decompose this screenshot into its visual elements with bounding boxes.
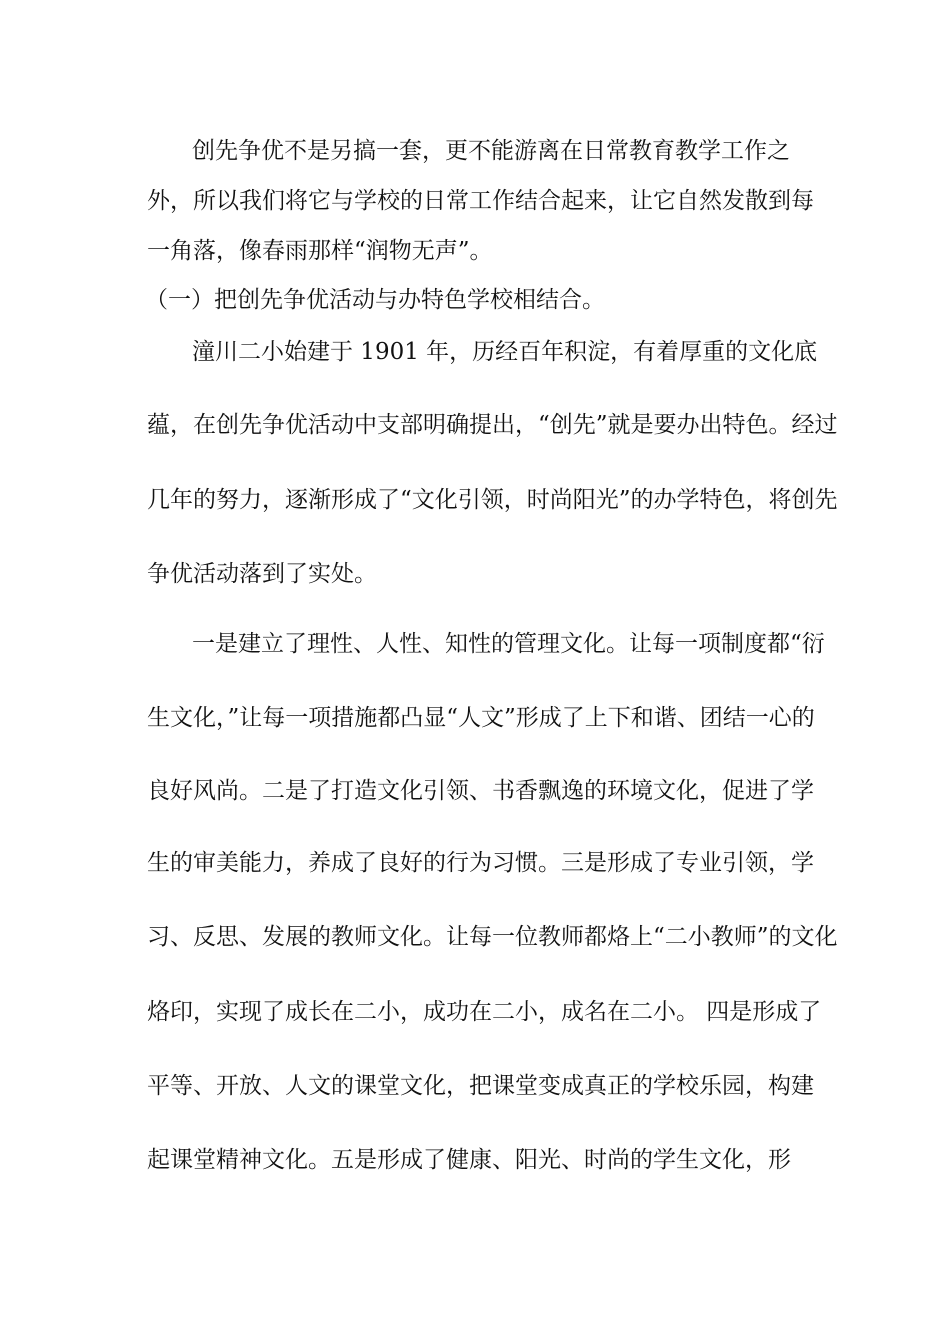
paragraph-line: 烙印，实现了成长在二小，成功在二小，成名在二小。 四是形成了 [147, 999, 822, 1025]
section-heading: （一）把创先争优活动与办特色学校相结合。 [145, 287, 605, 313]
paragraph-line: 一是建立了理性、人性、知性的管理文化。让每一项制度都“衍 [192, 631, 825, 657]
paragraph-line: 几年的努力，逐渐形成了“文化引领，时尚阳光”的办学特色，将创先 [147, 487, 838, 513]
paragraph-line: 生的审美能力，养成了良好的行为习惯。三是形成了专业引领，学 [147, 850, 814, 876]
paragraph-line: 起课堂精神文化。五是形成了健康、阳光、时尚的学生文化，形 [147, 1147, 791, 1173]
paragraph-line: 生文化，”让每一项措施都凸显“人文”形成了上下和谐、团结一心的 [147, 705, 815, 731]
paragraph-line: 蕴，在创先争优活动中支部明确提出，“创先”就是要办出特色。经过 [147, 412, 838, 438]
paragraph-line: 一角落，像春雨那样“润物无声”。 [147, 238, 493, 264]
paragraph-line: 外，所以我们将它与学校的日常工作结合起来，让它自然发散到每 [147, 188, 814, 214]
paragraph-line: 争优活动落到了实处。 [147, 561, 377, 587]
paragraph-line: 良好风尚。二是了打造文化引领、书香飘逸的环境文化，促进了学 [147, 778, 814, 804]
paragraph-line: 平等、开放、人文的课堂文化，把课堂变成真正的学校乐园，构建 [147, 1073, 814, 1099]
paragraph-line: 创先争优不是另搞一套，更不能游离在日常教育教学工作之 [192, 138, 790, 164]
paragraph-line: 潼川二小始建于 1901 年，历经百年积淀，有着厚重的文化底 [192, 339, 818, 365]
paragraph-line: 习、反思、发展的教师文化。让每一位教师都烙上“二小教师”的文化 [147, 924, 838, 950]
